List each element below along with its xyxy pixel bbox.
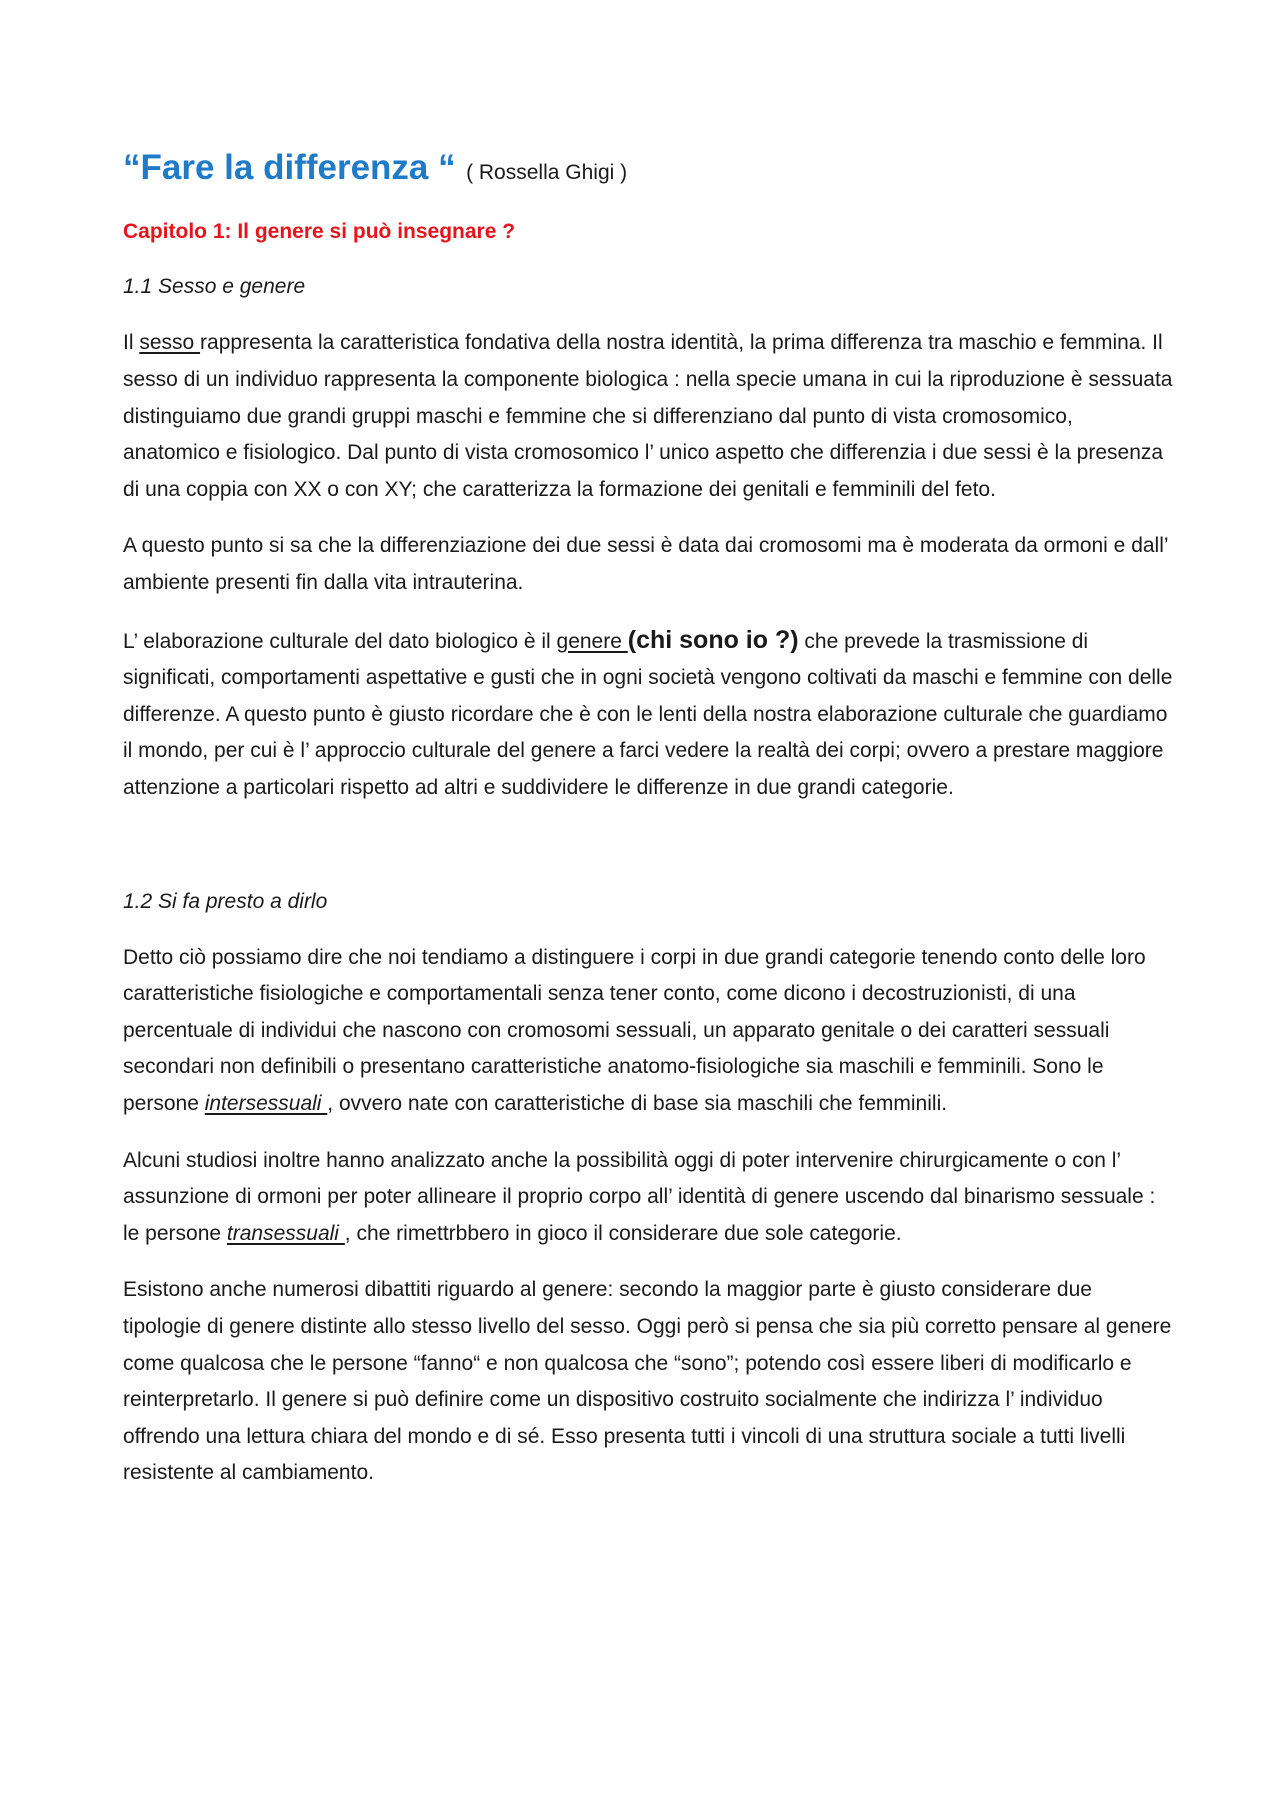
paragraph-genere <box>123 622 1173 807</box>
term-intersessuali: intersessuali <box>204 1092 328 1116</box>
paragraph-text: rappresenta la caratteristica fondativa della nostra identità, la prima differenza tra maschio e femmina. Il sesso di un individuo rappresenta la componente biologica : nella specie umana in cui la riproduzione è sessuata distinguiamo due grandi gruppi maschi e femmine che si differenziano dal punto di vista cromosomico, anatomico e fisiologico. Dal punto di vista cromosomico l’ unico aspetto che differenzia i due sessi è la presenza di una coppia con XX o con XY; che caratterizza la formazione dei genitali e femminili del feto. <box>123 331 1173 501</box>
paragraph-text: Il <box>123 331 140 355</box>
paragraph-text: Detto ciò possiamo dire che noi tendiamo a distinguere i corpi in due grandi categorie tenendo conto delle loro caratteristiche fisiologiche e comportamentali senza tener conto, come dicono i decostruzionisti, di una percentuale di individui che nascono con cromosomi sessuali, un apparato genitale o dei caratteri sessuali secondari non definibili o presentano caratteristiche anatomo-fisiologiche sia maschili e femminili. Sono le persone <box>123 945 1146 1116</box>
paragraph-text: , ovvero nate con caratteristiche di base sia maschili che femminili. <box>327 1092 948 1116</box>
paragraph-differenziazione: A questo punto si sa che la differenziazione dei due sessi è data dai cromosomi ma è moderata da ormoni e dall’ ambiente presenti fin dalla vita intrauterina. <box>123 534 1168 594</box>
term-genere: genere <box>556 629 628 653</box>
document-page <box>123 150 1173 1512</box>
document-title: “Fare la differenza “ <box>123 148 456 187</box>
emphasis-chi-sono-io: (chi sono io ?) <box>627 625 799 654</box>
paragraph-intersessuali <box>123 940 1173 1123</box>
paragraph-sesso <box>123 325 1173 508</box>
paragraph-text: , che rimettrbbero in gioco il considerare due sole categorie. <box>344 1221 902 1245</box>
document-author: ( Rossella Ghigi ) <box>466 161 628 184</box>
paragraph-text: L’ elaborazione culturale del dato biologico è il <box>123 629 557 653</box>
paragraph-dibattiti-genere: Esistono anche numerosi dibattiti riguardo al genere: secondo la maggior parte è giusto considerare due tipologie di genere distinte allo stesso livello del sesso. Oggi però si pensa che sia più corretto pensare al genere come qualcosa che le persone “fanno“ e non qualcosa che “sono”; potendo così essere liberi di modificarlo e reinterpretarlo. Il genere si può definire come un dispositivo costruito socialmente che indirizza l’ individuo offrendo una lettura chiara del mondo e di sé. Esso presenta tutti i vincoli di una struttura sociale a tutti livelli resistente al cambiamento. <box>123 1278 1172 1485</box>
term-sesso: sesso <box>139 331 201 355</box>
paragraph-transessuali <box>123 1143 1173 1253</box>
paragraph-text: che prevede la trasmissione di significati, comportamenti aspettative e gusti che in ogni società vengono coltivati da maschi e femmine con delle differenze. A questo punto è giusto ricordare che è con le lenti della nostra elaborazione culturale che guardiamo il mondo, per cui è l’ approccio culturale del genere a farci vedere la realtà dei corpi; ovvero a prestare maggiore attenzione a particolari rispetto ad altri e suddividere le differenze in due grandi categorie. <box>123 629 1173 799</box>
term-transessuali: transessuali <box>226 1221 345 1245</box>
paragraph-text: Alcuni studiosi inoltre hanno analizzato anche la possibilità oggi di poter intervenire chirurgicamente o con l’ assunzione di ormoni per poter allineare il proprio corpo all’ identità di genere uscendo dal binarismo sessuale : le persone <box>123 1148 1156 1245</box>
section-title-1-2: 1.2 Si fa presto a dirlo <box>123 889 328 913</box>
section-title-1-1: 1.1 Sesso e genere <box>123 275 306 299</box>
document-header <box>123 150 1173 185</box>
section-spacer <box>123 827 1173 889</box>
chapter-title: Capitolo 1: Il genere si può insegnare ? <box>123 220 516 243</box>
